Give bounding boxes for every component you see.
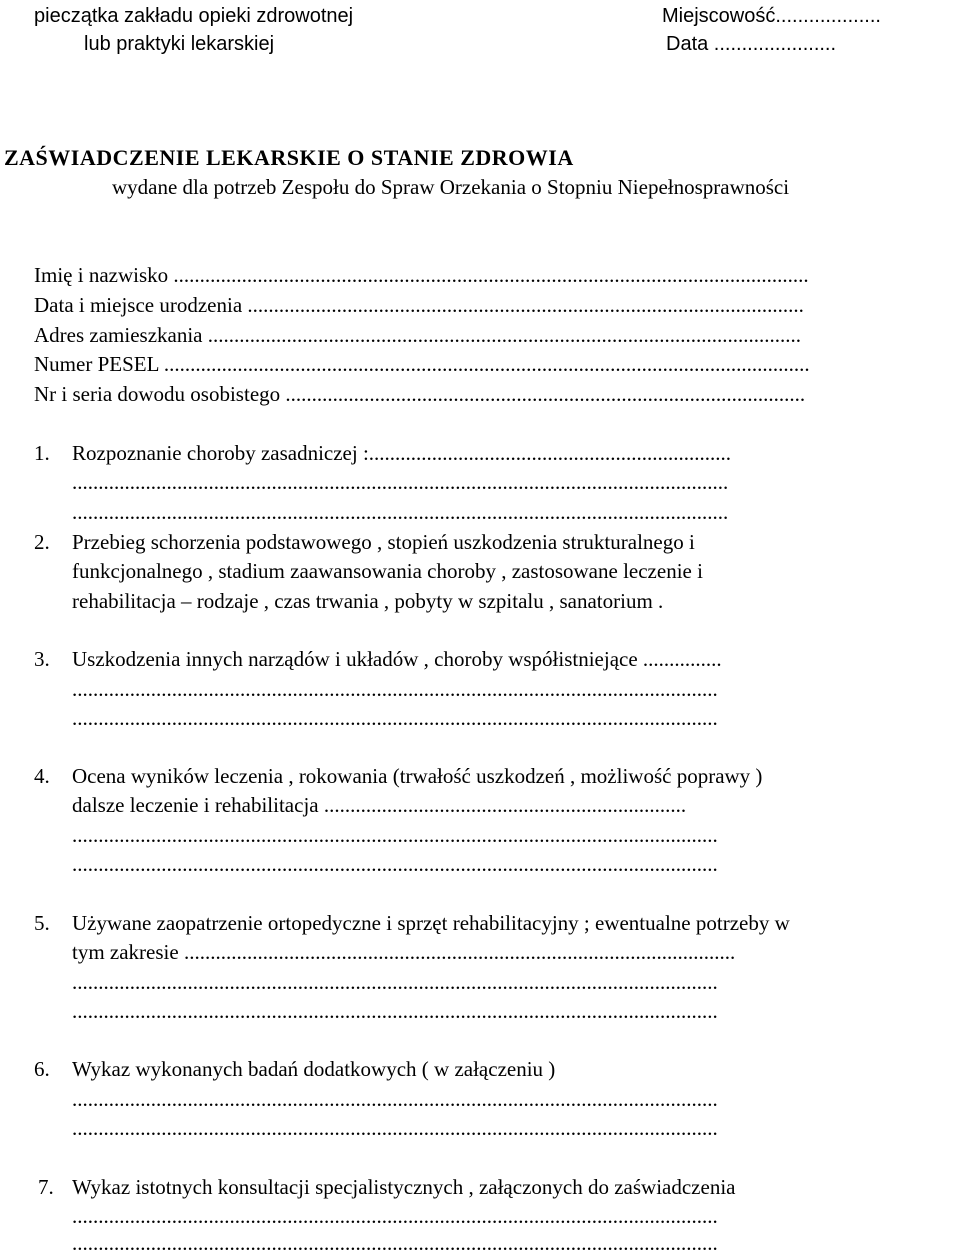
section-number: 2.	[34, 530, 50, 554]
section-line: Ocena wyników leczenia , rokowania (trwałość uszkodzeń , możliwość poprawy )	[72, 764, 763, 788]
section-line: tym zakresie .........................................................................................................	[72, 940, 736, 964]
section-number: 3.	[34, 647, 50, 671]
section-number: 7.	[38, 1175, 54, 1199]
stamp-label-line1: pieczątka zakładu opieki zdrowotnej	[34, 5, 354, 27]
document-subtitle: wydane dla potrzeb Zespołu do Spraw Orzekania o Stopniu Niepełnosprawności	[112, 175, 790, 199]
document-title: ZAŚWIADCZENIE LEKARSKIE O STANIE ZDROWIA	[4, 145, 574, 170]
section-line: dalsze leczenie i rehabilitacja .....................................................................	[72, 793, 687, 817]
section-line: ...........................................................................................................................	[72, 852, 718, 876]
section-line: Rozpoznanie choroby zasadniczej :.....................................................................	[72, 441, 732, 465]
section-line: ...........................................................................................................................	[72, 1204, 718, 1228]
section-line: .............................................................................................................................	[72, 500, 729, 524]
name-field: Imię i nazwisko .........................................................................................................................	[34, 263, 809, 287]
section-line: ...........................................................................................................................	[72, 970, 718, 994]
section-line: Wykaz wykonanych badań dodatkowych ( w załączeniu )	[72, 1057, 556, 1081]
section-number: 5.	[34, 911, 50, 935]
section-number: 4.	[34, 764, 50, 788]
section-line: .............................................................................................................................	[72, 470, 729, 494]
place-field: Miejscowość...................	[662, 5, 881, 27]
section-line: ...........................................................................................................................	[72, 677, 718, 701]
section-line: Przebieg schorzenia podstawowego , stopień uszkodzenia strukturalnego i	[72, 530, 695, 554]
stamp-label-line2: lub praktyki lekarskiej	[84, 33, 275, 55]
section-line: ...........................................................................................................................	[72, 706, 718, 730]
section-line: Uszkodzenia innych narządów i układów , choroby współistniejące ...............	[72, 647, 722, 671]
section-number: 1.	[34, 441, 50, 465]
section-line: ...........................................................................................................................	[72, 1087, 718, 1111]
pesel-field: Numer PESEL ...........................................................................................................................	[34, 352, 810, 376]
section-line: Wykaz istotnych konsultacji specjalistycznych , załączonych do zaświadczenia	[72, 1175, 736, 1199]
birth-field: Data i miejsce urodzenia ..........................................................................................................	[34, 293, 804, 317]
date-field: Data ......................	[666, 33, 837, 55]
section-number: 6.	[34, 1057, 50, 1081]
section-line: ...........................................................................................................................	[72, 1231, 718, 1255]
address-field: Adres zamieszkania .................................................................................................................	[34, 323, 802, 347]
section-line: funkcjonalnego , stadium zaawansowania choroby , zastosowane leczenie i	[72, 559, 703, 583]
section-line: Używane zaopatrzenie ortopedyczne i sprzęt rehabilitacyjny ; ewentualne potrzeby w	[72, 911, 790, 935]
section-line: ...........................................................................................................................	[72, 823, 718, 847]
section-line: rehabilitacja – rodzaje , czas trwania , pobyty w szpitalu , sanatorium .	[72, 589, 664, 613]
id-card-field: Nr i seria dowodu osobistego ...................................................................................................	[34, 382, 806, 406]
section-line: ...........................................................................................................................	[72, 999, 718, 1023]
section-line: ...........................................................................................................................	[72, 1116, 718, 1140]
